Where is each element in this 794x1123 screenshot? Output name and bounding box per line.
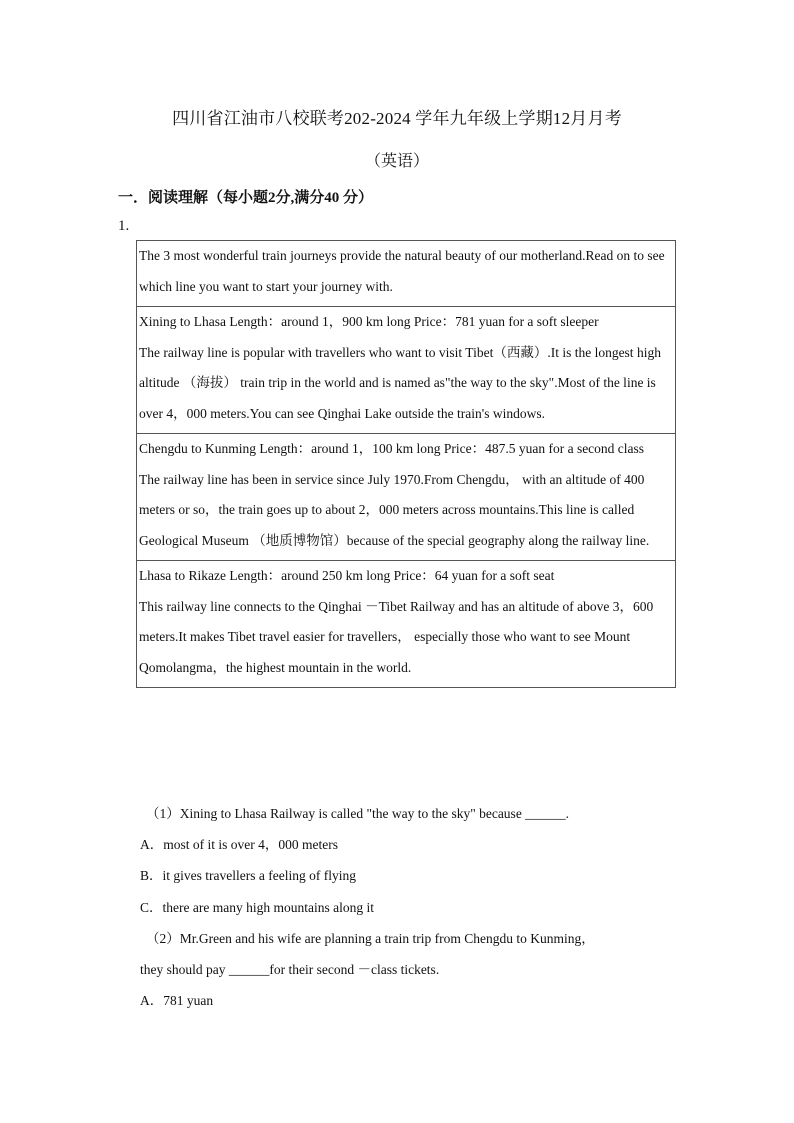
route-row xyxy=(137,561,676,688)
answer-option: A．781 yuan xyxy=(140,993,214,1008)
route-body: The railway line is popular with travellers who want to visit Tibet（西藏）.It is the longest high altitude （海拔） train trip in the world and is named as"the way to the sky".Most of the line is over 4，000 meters.You can see Qinghai Lake outside the train's windows. xyxy=(139,344,661,421)
route-cell xyxy=(137,434,676,561)
passage-intro-row xyxy=(137,241,676,307)
route-header: Xining to Lhasa Length：around 1，900 km long Price：781 yuan for a soft sleeper xyxy=(139,314,599,329)
route-body: The railway line has been in service since July 1970.From Chengdu， with an altitude of 400 meters or so，the train goes up to about 2，000 meters across mountains.This line is called Geological Museum （地质博物馆）because of the special geography along the railway line. xyxy=(139,471,650,548)
reading-passage-table xyxy=(136,240,676,688)
question-number: 1. xyxy=(118,218,130,234)
exam-subject: （英语） xyxy=(364,153,429,170)
answer-option: B．it gives travellers a feeling of flying xyxy=(140,868,356,883)
route-body: This railway line connects to the Qinghai －Tibet Railway and has an altitude of above 3，600 meters.It makes Tibet travel easier for travellers， especially those who want to see Mount Qomolangma，the highest mountain in the world. xyxy=(139,598,654,675)
question-stem: （2）Mr.Green and his wife are planning a train trip from Chengdu to Kunming， xyxy=(146,931,595,946)
question-stem: （1）Xining to Lhasa Railway is called "the way to the sky" because ______. xyxy=(146,806,570,821)
route-header: Chengdu to Kunming Length：around 1，100 km long Price：487.5 yuan for a second class xyxy=(139,441,645,456)
question-stem-continued: they should pay ______for their second －class tickets. xyxy=(140,962,440,977)
route-cell xyxy=(137,561,676,688)
route-header: Lhasa to Rikaze Length：around 250 km long Price：64 yuan for a soft seat xyxy=(139,568,555,583)
route-row xyxy=(137,307,676,434)
answer-option: A．most of it is over 4，000 meters xyxy=(140,837,338,852)
section-heading: 一．阅读理解（每小题2分,满分40 分） xyxy=(118,190,374,206)
passage-intro: The 3 most wonderful train journeys provide the natural beauty of our motherland.Read on to see which line you want to start your journey with. xyxy=(137,241,676,307)
route-cell xyxy=(137,307,676,434)
answer-option: C．there are many high mountains along it xyxy=(140,900,374,915)
exam-title: 四川省江油市八校联考202-2024 学年九年级上学期12月月考 xyxy=(172,109,622,128)
route-row xyxy=(137,434,676,561)
